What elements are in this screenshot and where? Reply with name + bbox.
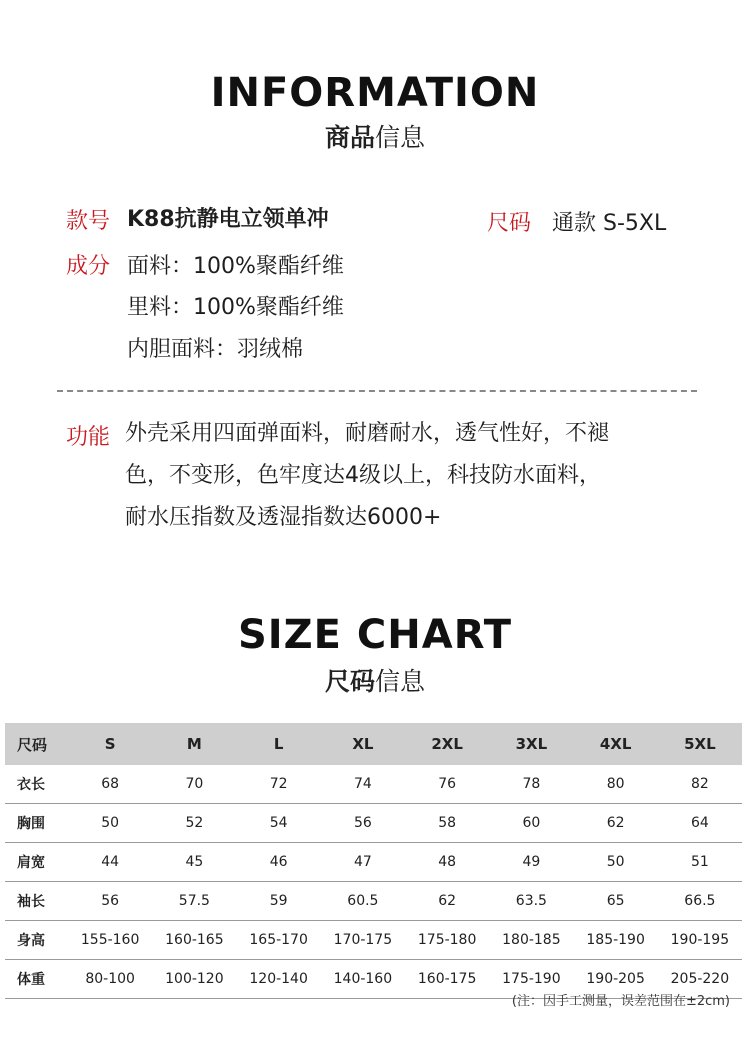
- table-cell: 59: [237, 882, 321, 921]
- table-cell: 49: [489, 843, 573, 882]
- table-cell: 170-175: [321, 921, 405, 960]
- table-header-cell: S: [68, 723, 152, 765]
- row-label-cell: 身高: [5, 921, 68, 960]
- table-cell: 56: [68, 882, 152, 921]
- measurement-note: (注：因手工测量，误差范围在±2cm): [511, 994, 730, 1009]
- function-line: 外壳采用四面弹面料，耐磨耐水，透气性好，不褪: [125, 421, 610, 446]
- composition-filling: 内胆面料：羽绒棉: [127, 337, 304, 362]
- table-cell: 62: [574, 804, 658, 843]
- table-cell: 66.5: [658, 882, 742, 921]
- table-row: [5, 882, 742, 921]
- table-cell: 51: [658, 843, 742, 882]
- table-cell: 45: [152, 843, 236, 882]
- table-cell: 57.5: [152, 882, 236, 921]
- table-cell: 63.5: [489, 882, 573, 921]
- table-header-cell: 3XL: [489, 723, 573, 765]
- table-cell: 180-185: [489, 921, 573, 960]
- dashed-divider: [57, 390, 697, 392]
- composition-lining: 里料：100%聚酯纤维: [127, 295, 344, 320]
- row-label-cell: 胸围: [5, 804, 68, 843]
- table-cell: 50: [68, 804, 152, 843]
- table-row: [5, 765, 742, 804]
- table-header-cell: XL: [321, 723, 405, 765]
- table-header-cell: 5XL: [658, 723, 742, 765]
- table-cell: 44: [68, 843, 152, 882]
- size-chart-title: SIZE CHART: [237, 612, 513, 658]
- information-subtitle-rest: 信息: [375, 123, 426, 152]
- table-cell: 155-160: [68, 921, 152, 960]
- table-cell: 70: [152, 765, 236, 804]
- table-cell: 160-165: [152, 921, 236, 960]
- information-subtitle: [0, 118, 750, 154]
- row-label-cell: 体重: [5, 960, 68, 999]
- table-cell: 76: [405, 765, 489, 804]
- table-header-cell: 2XL: [405, 723, 489, 765]
- table-cell: 60.5: [321, 882, 405, 921]
- table-header-cell: L: [237, 723, 321, 765]
- table-cell: 80-100: [68, 960, 152, 999]
- table-cell: 74: [321, 765, 405, 804]
- table-cell: 140-160: [321, 960, 405, 999]
- size-label: 尺码: [487, 211, 532, 236]
- table-header-cell: M: [152, 723, 236, 765]
- table-cell: 54: [237, 804, 321, 843]
- table-cell: 46: [237, 843, 321, 882]
- composition-fabric: 面料：100%聚酯纤维: [127, 254, 344, 279]
- table-cell: 185-190: [574, 921, 658, 960]
- function-text: [125, 413, 700, 539]
- table-cell: 72: [237, 765, 321, 804]
- size-chart-subtitle-rest: 信息: [375, 667, 426, 696]
- table-cell: 175-190: [489, 960, 573, 999]
- row-label-cell: 衣长: [5, 765, 68, 804]
- table-cell: 48: [405, 843, 489, 882]
- table-cell: 56: [321, 804, 405, 843]
- table-cell: 205-220: [658, 960, 742, 999]
- table-cell: 165-170: [237, 921, 321, 960]
- size-chart-subtitle-bold: 尺码: [324, 667, 375, 696]
- function-line: 色，不变形，色牢度达4级以上，科技防水面料，: [125, 463, 601, 488]
- table-row: [5, 804, 742, 843]
- table-row: [5, 921, 742, 960]
- information-title: INFORMATION: [210, 70, 540, 116]
- table-cell: 65: [574, 882, 658, 921]
- style-value: K88抗静电立领单冲: [127, 207, 329, 232]
- table-cell: 160-175: [405, 960, 489, 999]
- table-header-cell: 尺码: [5, 723, 68, 765]
- composition-label: 成分: [66, 254, 111, 279]
- table-cell: 82: [658, 765, 742, 804]
- table-cell: 190-205: [574, 960, 658, 999]
- size-table: [5, 723, 742, 999]
- table-row: [5, 843, 742, 882]
- size-value: 通款 S-5XL: [552, 211, 667, 236]
- table-cell: 100-120: [152, 960, 236, 999]
- table-cell: 60: [489, 804, 573, 843]
- table-cell: 68: [68, 765, 152, 804]
- table-cell: 120-140: [237, 960, 321, 999]
- table-cell: 52: [152, 804, 236, 843]
- style-label: 款号: [66, 209, 111, 234]
- function-line: 耐水压指数及透湿指数达6000+: [125, 505, 442, 530]
- row-label-cell: 肩宽: [5, 843, 68, 882]
- size-chart-subtitle: [0, 662, 750, 698]
- table-cell: 62: [405, 882, 489, 921]
- function-label: 功能: [66, 425, 111, 450]
- table-cell: 47: [321, 843, 405, 882]
- row-label-cell: 袖长: [5, 882, 68, 921]
- table-cell: 64: [658, 804, 742, 843]
- table-cell: 175-180: [405, 921, 489, 960]
- table-header-cell: 4XL: [574, 723, 658, 765]
- table-cell: 50: [574, 843, 658, 882]
- table-cell: 80: [574, 765, 658, 804]
- information-subtitle-bold: 商品: [324, 123, 375, 152]
- table-cell: 58: [405, 804, 489, 843]
- table-header-row: [5, 723, 742, 765]
- table-cell: 190-195: [658, 921, 742, 960]
- table-cell: 78: [489, 765, 573, 804]
